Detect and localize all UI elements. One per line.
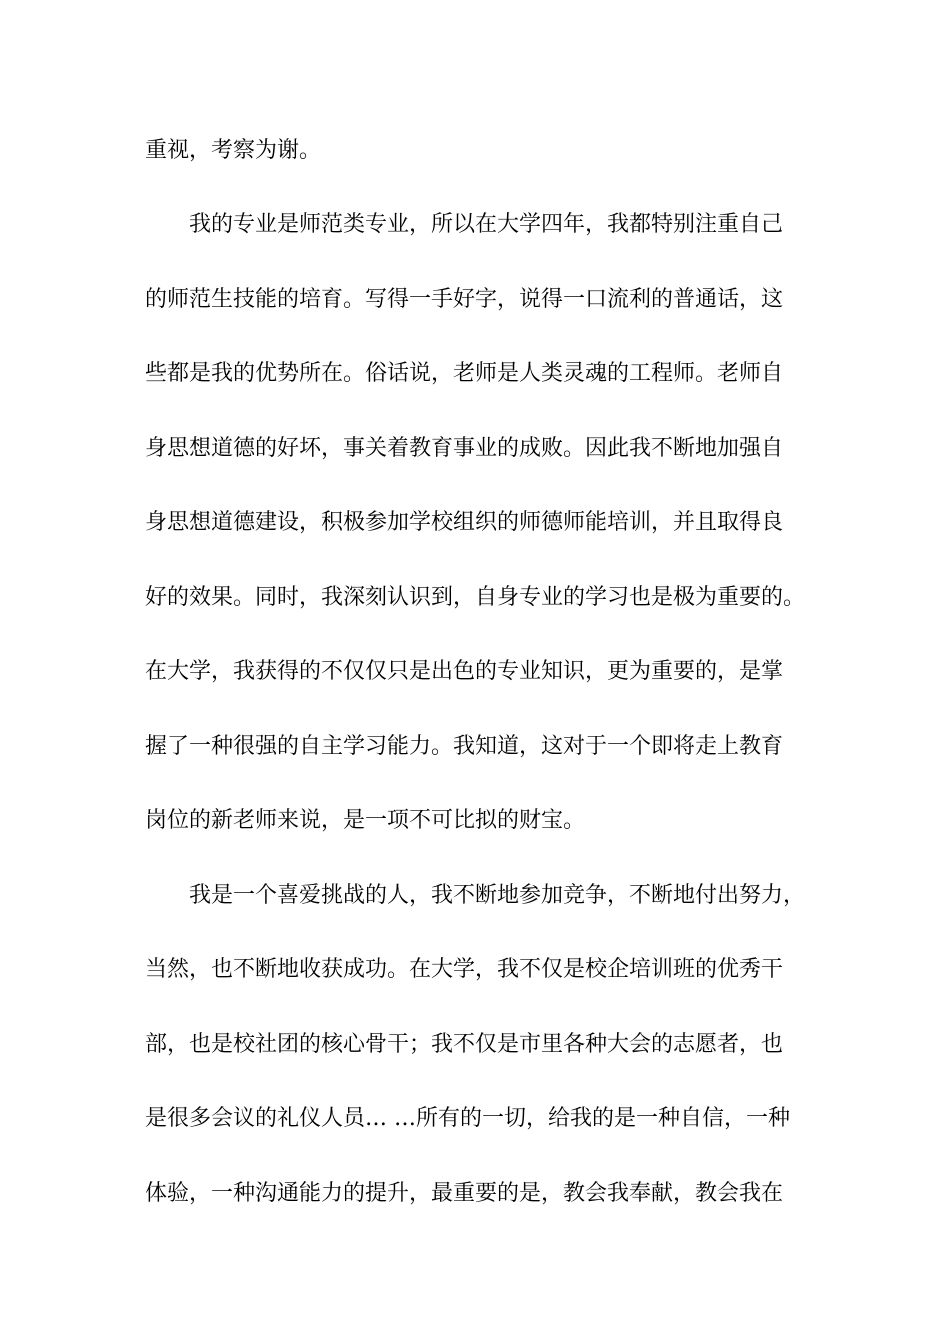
text-line: 是很多会议的礼仪人员… …所有的一切，给我的是一种自信，一种 [145, 1106, 790, 1131]
text-line: 身思想道德建设，积极参加学校组织的师德师能培训，并且取得良 [145, 510, 784, 535]
paragraph-first-line: 我是一个喜爱挑战的人，我不断地参加竞争，不断地付出努力， [189, 883, 806, 908]
text-line: 在大学，我获得的不仅仅只是出色的专业知识，更为重要的，是掌 [145, 659, 784, 684]
text-line: 部，也是校社团的核心骨干；我不仅是市里各种大会的志愿者，也 [145, 1032, 784, 1057]
text-line: 重视，考察为谢。 [145, 138, 322, 163]
text-line: 好的效果。同时，我深刻认识到，自身专业的学习也是极为重要的。 [145, 585, 806, 610]
text-line: 些都是我的优势所在。俗话说，老师是人类灵魂的工程师。老师自 [145, 361, 784, 386]
text-line: 的师范生技能的培育。写得一手好字，说得一口流利的普通话，这 [145, 287, 784, 312]
text-line: 岗位的新老师来说，是一项不可比拟的财宝。 [145, 808, 586, 833]
text-line: 握了一种很强的自主学习能力。我知道，这对于一个即将走上教育 [145, 734, 784, 759]
text-line: 当然，也不断地收获成功。在大学，我不仅是校企培训班的优秀干 [145, 957, 784, 982]
text-line: 身思想道德的好坏，事关着教育事业的成败。因此我不断地加强自 [145, 436, 784, 461]
text-line: 体验，一种沟通能力的提升，最重要的是，教会我奉献，教会我在 [145, 1181, 784, 1206]
paragraph-first-line: 我的专业是师范类专业，所以在大学四年，我都特别注重自己 [189, 212, 784, 237]
